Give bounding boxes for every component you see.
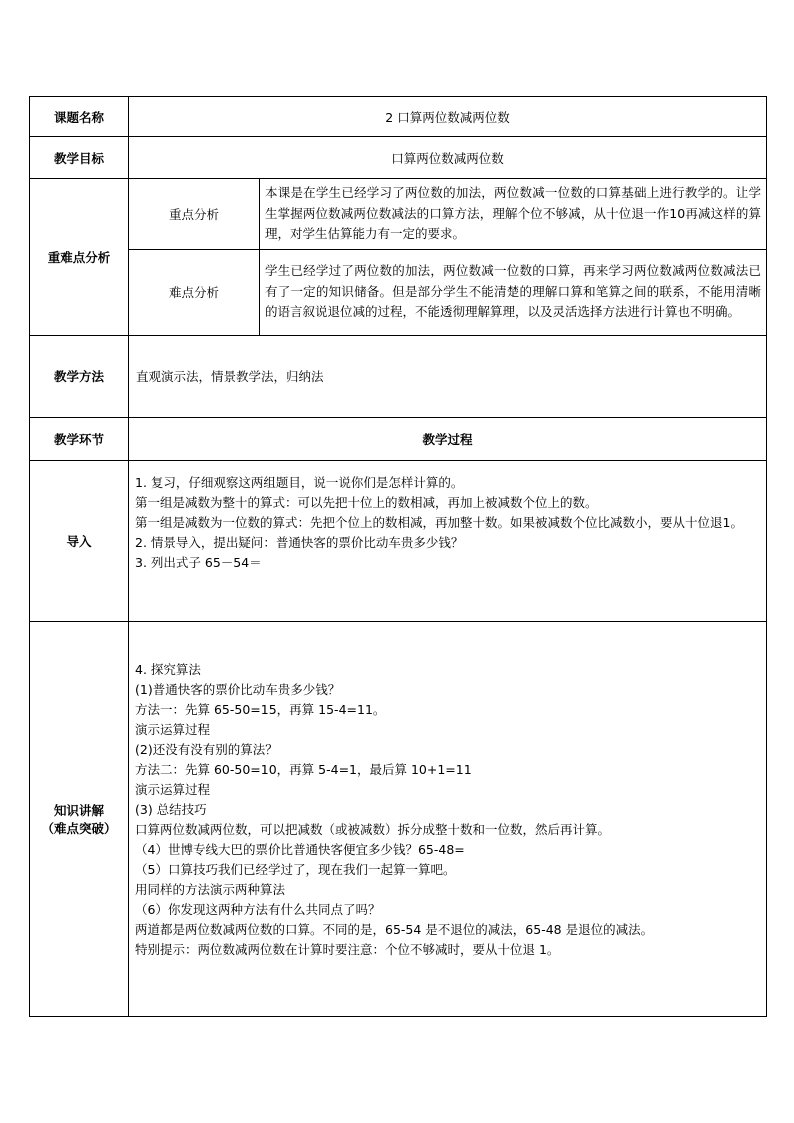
knowledge-line: 4. 探究算法: [135, 661, 201, 677]
intro-content: [129, 460, 767, 621]
knowledge-line: 口算两位数减两位数，可以把减数（或被减数）拆分成整十数和一位数，然后再计算。: [135, 821, 611, 837]
analysis-label: 重难点分析: [30, 179, 129, 336]
knowledge-line: 演示运算过程: [135, 781, 211, 797]
knowledge-line: (1)普通快客的票价比动车贵多少钱？: [135, 681, 341, 697]
difficult-analysis-label: 难点分析: [129, 249, 260, 335]
lesson-plan-table: [29, 96, 767, 1017]
intro-line: 3. 列出式子 65－54＝: [135, 554, 262, 570]
intro-line: 第一组是减数为一位数的算式：先把个位上的数相减，再加整十数。如果被减数个位比减数小，要从十位退1。: [135, 514, 743, 530]
knowledge-line: 两道都是两位数减两位数的口算。不同的是，65-54 是不退位的减法，65-48 是退位的减法。: [135, 921, 654, 937]
goal-label: 教学目标: [30, 137, 129, 179]
intro-label: 导入: [30, 460, 129, 621]
key-analysis-text: 本课是在学生已经学习了两位数的加法，两位数减一位数的口算基础上进行教学的。让学生掌握两位数减两位数减法的口算方法，理解个位不够减，从十位退一作10再减这样的算理，对学生估算能力有一定的要求。: [260, 179, 767, 250]
knowledge-line: (3) 总结技巧: [135, 801, 207, 817]
title-label: 课题名称: [30, 97, 129, 137]
goal-value: 口算两位数减两位数: [129, 137, 767, 179]
knowledge-label-line2: （难点突破）: [41, 820, 117, 836]
knowledge-line: 用同样的方法演示两种算法: [135, 881, 286, 897]
row-difficult-analysis: [30, 249, 767, 335]
knowledge-label: [30, 621, 129, 1016]
knowledge-label-line1: 知识讲解: [53, 802, 104, 818]
knowledge-line: 方法二：先算 60-50=10，再算 5-4=1，最后算 10+1=11: [135, 761, 472, 777]
row-title: [30, 97, 767, 137]
key-analysis-label: 重点分析: [129, 179, 260, 250]
row-knowledge: [30, 621, 767, 1016]
knowledge-line: (2)还没有没有别的算法？: [135, 741, 278, 757]
row-header: [30, 417, 767, 460]
intro-line: 第一组是减数为整十的算式：可以先把十位上的数相减，再加上被减数个位上的数。: [135, 494, 598, 510]
method-label: 教学方法: [30, 335, 129, 417]
knowledge-line: 方法一：先算 65-50=15，再算 15-4=11。: [135, 701, 386, 717]
knowledge-line: 特别提示：两位数减两位数在计算时要注意：个位不够减时，要从十位退 1。: [135, 941, 560, 957]
row-intro: [30, 460, 767, 621]
row-key-analysis: [30, 179, 767, 250]
difficult-analysis-text: 学生已经学过了两位数的加法，两位数减一位数的口算，再来学习两位数减两位数减法已有了一定的知识储备。但是部分学生不能清楚的理解口算和笔算之间的联系，不能用清晰的语言叙说退位减的过程，不能透彻理解算理，以及灵活选择方法进行计算也不明确。: [260, 249, 767, 335]
intro-line: 2. 情景导入，提出疑问：普通快客的票价比动车贵多少钱？: [135, 534, 464, 550]
row-method: [30, 335, 767, 417]
method-value: 直观演示法，情景教学法，归纳法: [129, 335, 767, 417]
knowledge-line: （6）你发现这两种方法有什么共同点了吗？: [135, 901, 381, 917]
knowledge-content: [129, 621, 767, 1016]
row-goal: [30, 137, 767, 179]
knowledge-line: （4）世博专线大巴的票价比普通快客便宜多少钱？65-48=: [135, 841, 465, 857]
process-header-label: 教学过程: [129, 417, 767, 460]
title-value: 2 口算两位数减两位数: [129, 97, 767, 137]
stage-header-label: 教学环节: [30, 417, 129, 460]
knowledge-line: （5）口算技巧我们已经学过了，现在我们一起算一算吧。: [135, 861, 456, 877]
knowledge-line: 演示运算过程: [135, 721, 211, 737]
intro-line: 1. 复习，仔细观察这两组题目，说一说你们是怎样计算的。: [135, 474, 464, 490]
